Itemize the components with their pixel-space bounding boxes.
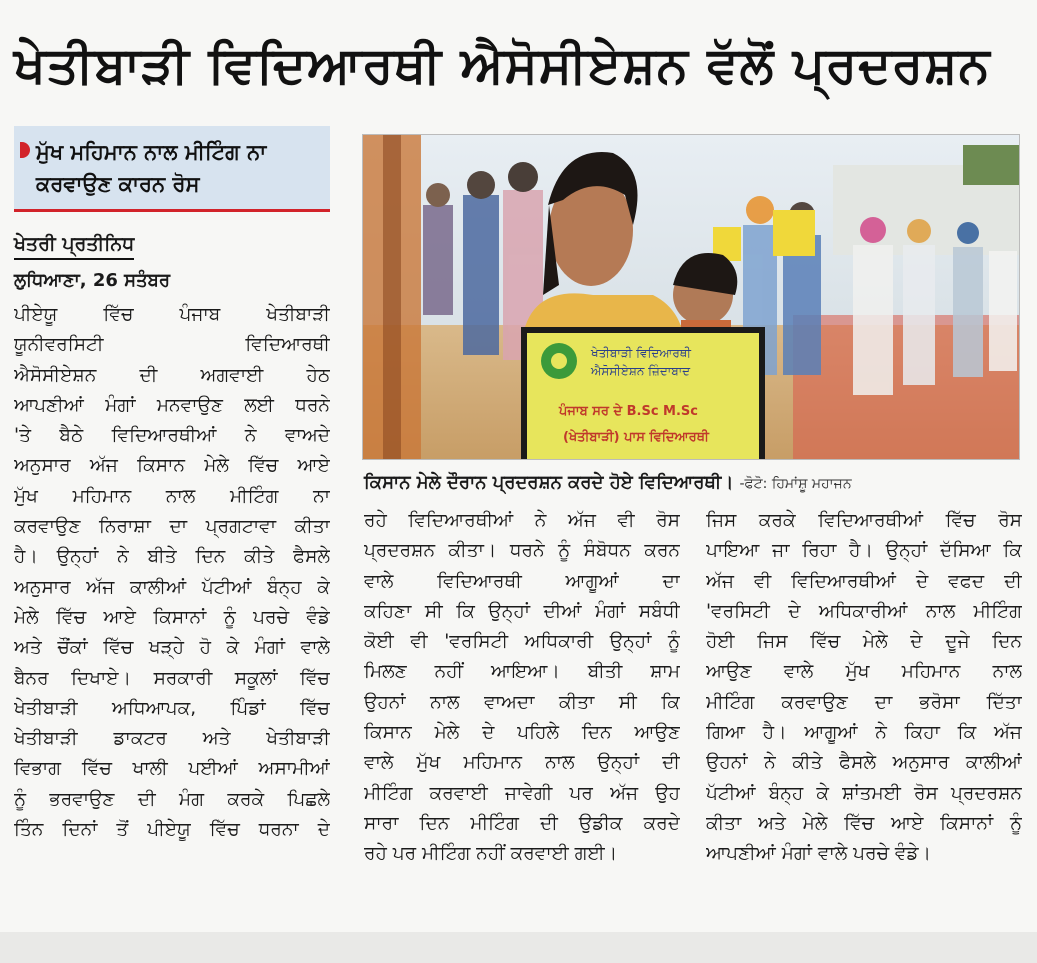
text-line: ਪੱਟੀਆਂ ਬੰਨ੍ਹ ਕੇ ਸ਼ਾਂਤਮਈ ਰੋਸ ਪ੍ਰਦਰਸ਼ਨ <box>706 782 1022 804</box>
text-line: ਪਾਇਆ ਜਾ ਰਿਹਾ ਹੈ। ਉਨ੍ਹਾਂ ਦੱਸਿਆ ਕਿ <box>706 540 1022 562</box>
text-line: ਕਰਵਾਉਣ ਨਿਰਾਸ਼ਾ ਦਾ ਪ੍ਰਗਟਾਵਾ ਕੀਤਾ <box>14 516 330 538</box>
placard-text-2: ਐਸੋਸੀਏਸ਼ਨ ਜ਼ਿੰਦਾਬਾਦ <box>591 364 691 378</box>
text-line: ਵਾਲੇ ਮੁੱਖ ਮਹਿਮਾਨ ਨਾਲ ਉਨ੍ਹਾਂ ਦੀ <box>364 752 680 774</box>
placard-text-3: ਪੰਜਾਬ ਸਰ ਦੇ B.Sc M.Sc <box>559 404 698 419</box>
text-line: ਅਨੁਸਾਰ ਅੱਜ ਕਾਲੀਆਂ ਪੱਟੀਆਂ ਬੰਨ੍ਹ ਕੇ <box>14 576 330 598</box>
text-line: ਖੇਤੀਬਾੜੀ ਅਧਿਆਪਕ, ਪਿੰਡਾਂ ਵਿੱਚ <box>14 697 330 719</box>
photo-illustration <box>363 135 1020 460</box>
text-line: ਮੁੱਖ ਮਹਿਮਾਨ ਨਾਲ ਮੀਟਿੰਗ ਨਾ <box>14 485 330 507</box>
article-column-2 <box>364 506 680 870</box>
text-line: ਹੈ। ਉਨ੍ਹਾਂ ਨੇ ਬੀਤੇ ਦਿਨ ਕੀਤੇ ਫੈਸਲੇ <box>14 546 330 568</box>
text-line: ਪ੍ਰਦਰਸ਼ਨ ਕੀਤਾ। ਧਰਨੇ ਨੂੰ ਸੰਬੋਧਨ ਕਰਨ <box>364 540 680 562</box>
text-line: 'ਵਰਸਿਟੀ ਦੇ ਅਧਿਕਾਰੀਆਂ ਨਾਲ ਮੀਟਿੰਗ <box>706 600 1022 622</box>
text-line: ਮੇਲੇ ਵਿੱਚ ਆਏ ਕਿਸਾਨਾਂ ਨੂੰ ਪਰਚੇ ਵੰਡੇ <box>14 606 330 628</box>
text-line: ਅਨੁਸਾਰ ਅੱਜ ਕਿਸਾਨ ਮੇਲੇ ਵਿੱਚ ਆਏ <box>14 455 330 477</box>
text-line: ਕਿਸਾਨ ਮੇਲੇ ਦੇ ਪਹਿਲੇ ਦਿਨ ਆਉਣ <box>364 722 680 744</box>
photo-caption <box>364 468 1024 498</box>
text-line: ਖੇਤੀਬਾੜੀ ਡਾਕਟਰ ਅਤੇ ਖੇਤੀਬਾੜੀ <box>14 728 330 750</box>
text-line: ਐਸੋਸੀਏਸ਼ਨ ਦੀ ਅਗਵਾਈ ਹੇਠ <box>14 364 330 386</box>
kicker-line-1: ਮੁੱਖ ਮਹਿਮਾਨ ਨਾਲ ਮੀਟਿੰਗ ਨਾ <box>36 140 267 164</box>
text-line: ਕਹਿਣਾ ਸੀ ਕਿ ਉਨ੍ਹਾਂ ਦੀਆਂ ਮੰਗਾਂ ਸਬੰਧੀ <box>364 600 680 622</box>
text-line: ਤਿੰਨ ਦਿਨਾਂ ਤੋਂ ਪੀਏਯੂ ਵਿੱਚ ਧਰਨਾ ਦੇ <box>14 819 330 841</box>
news-photo <box>362 134 1020 460</box>
page-bottom-margin <box>0 932 1037 963</box>
text-line: ਵਿਭਾਗ ਵਿੱਚ ਖਾਲੀ ਪਈਆਂ ਅਸਾਮੀਆਂ <box>14 758 330 780</box>
text-line: ਰਹੇ ਪਰ ਮੀਟਿੰਗ ਨਹੀਂ ਕਰਵਾਈ ਗਈ। <box>364 843 618 865</box>
text-line: ਕੋਈ ਵੀ 'ਵਰਸਿਟੀ ਅਧਿਕਾਰੀ ਉਨ੍ਹਾਂ ਨੂੰ <box>364 631 680 653</box>
placard-text-1: ਖੇਤੀਬਾੜੀ ਵਿਦਿਆਰਥੀ <box>591 346 691 360</box>
text-line: ਪੀਏਯੂ ਵਿੱਚ ਪੰਜਾਬ ਖੇਤੀਬਾੜੀ <box>14 304 330 325</box>
text-line: ਆਪਣੀਆਂ ਮੰਗਾਂ ਵਾਲੇ ਪਰਚੇ ਵੰਡੇ। <box>706 843 931 865</box>
text-line: ਅਤੇ ਚੌਂਕਾਂ ਵਿੱਚ ਖੜ੍ਹੇ ਹੋ ਕੇ ਮੰਗਾਂ ਵਾਲੇ <box>14 637 330 659</box>
photo-credit: -ਫੋਟੋ: ਹਿਮਾਂਸ਼ੂ ਮਹਾਜਨ <box>739 476 852 492</box>
text-line: ਗਿਆ ਹੈ। ਆਗੂਆਂ ਨੇ ਕਿਹਾ ਕਿ ਅੱਜ <box>706 722 1022 744</box>
kicker-line-2: ਕਰਵਾਉਣ ਕਾਰਨ ਰੋਸ <box>36 172 200 196</box>
text-line: ਹੋਈ ਜਿਸ ਵਿੱਚ ਮੇਲੇ ਦੇ ਦੂਜੇ ਦਿਨ <box>706 631 1022 653</box>
text-line: ਬੈਨਰ ਦਿਖਾਏ। ਸਰਕਾਰੀ ਸਕੂਲਾਂ ਵਿੱਚ <box>14 667 330 689</box>
dateline: ਲੁਧਿਆਣਾ, 26 ਸਤੰਬਰ <box>14 270 171 291</box>
byline: ਖੇਤਰੀ ਪ੍ਰਤੀਨਿਧ <box>14 232 134 260</box>
placard-text-4: (ਖੇਤੀਬਾੜੀ) ਪਾਸ ਵਿਦਿਆਰਥੀ <box>563 430 709 445</box>
text-line: ਆਪਣੀਆਂ ਮੰਗਾਂ ਮਨਵਾਉਣ ਲਈ ਧਰਨੇ <box>14 394 330 416</box>
text-line: ਮਿਲਣ ਨਹੀਂ ਆਇਆ। ਬੀਤੀ ਸ਼ਾਮ <box>364 661 680 683</box>
bullet-icon <box>20 142 30 158</box>
headline: ਖੇਤੀਬਾੜੀ ਵਿਦਿਆਰਥੀ ਐਸੋਸੀਏਸ਼ਨ ਵੱਲੋਂ ਪ੍ਰਦਰਸ਼ਨ <box>14 36 991 94</box>
text-line: ਆਉਣ ਵਾਲੇ ਮੁੱਖ ਮਹਿਮਾਨ ਨਾਲ <box>706 661 1022 683</box>
article-column-1 <box>14 300 330 845</box>
text-line: ਕੀਤਾ ਅਤੇ ਮੇਲੇ ਵਿੱਚ ਆਏ ਕਿਸਾਨਾਂ ਨੂੰ <box>706 812 1022 834</box>
text-line: ਸਾਰਾ ਦਿਨ ਮੀਟਿੰਗ ਦੀ ਉਡੀਕ ਕਰਦੇ <box>364 812 680 834</box>
caption-text: ਕਿਸਾਨ ਮੇਲੇ ਦੌਰਾਨ ਪ੍ਰਦਰਸ਼ਨ ਕਰਦੇ ਹੋਏ ਵਿਦਿਆਰਥੀ। <box>364 472 734 493</box>
text-line: ਵਾਲੇ ਵਿਦਿਆਰਥੀ ਆਗੂਆਂ ਦਾ <box>364 570 680 592</box>
text-line: ਅੱਜ ਵੀ ਵਿਦਿਆਰਥੀਆਂ ਦੇ ਵਫਦ ਦੀ <box>706 570 1022 592</box>
text-line: ਉਹਨਾਂ ਨੇ ਕੀਤੇ ਫੈਸਲੇ ਅਨੁਸਾਰ ਕਾਲੀਆਂ <box>706 752 1022 774</box>
text-line: ਮੀਟਿੰਗ ਕਰਵਾਈ ਜਾਵੇਗੀ ਪਰ ਅੱਜ ਉਹ <box>364 782 680 804</box>
text-line: ਮੀਟਿੰਗ ਕਰਵਾਉਣ ਦਾ ਭਰੋਸਾ ਦਿੱਤਾ <box>706 691 1022 713</box>
article-column-3 <box>706 506 1022 870</box>
kicker-box <box>14 126 330 212</box>
text-line: ਜਿਸ ਕਰਕੇ ਵਿਦਿਆਰਥੀਆਂ ਵਿੱਚ ਰੋਸ <box>706 510 1022 531</box>
text-line: ਨੂੰ ਭਰਵਾਉਣ ਦੀ ਮੰਗ ਕਰਕੇ ਪਿਛਲੇ <box>14 788 330 810</box>
text-line: 'ਤੇ ਬੈਠੇ ਵਿਦਿਆਰਥੀਆਂ ਨੇ ਵਾਅਦੇ <box>14 425 330 447</box>
text-line: ਰਹੇ ਵਿਦਿਆਰਥੀਆਂ ਨੇ ਅੱਜ ਵੀ ਰੋਸ <box>364 510 680 531</box>
text-line: ਉਹਨਾਂ ਨਾਲ ਵਾਅਦਾ ਕੀਤਾ ਸੀ ਕਿ <box>364 691 680 713</box>
text-line: ਯੂਨੀਵਰਸਿਟੀ ਵਿਦਿਆਰਥੀ <box>14 334 330 356</box>
